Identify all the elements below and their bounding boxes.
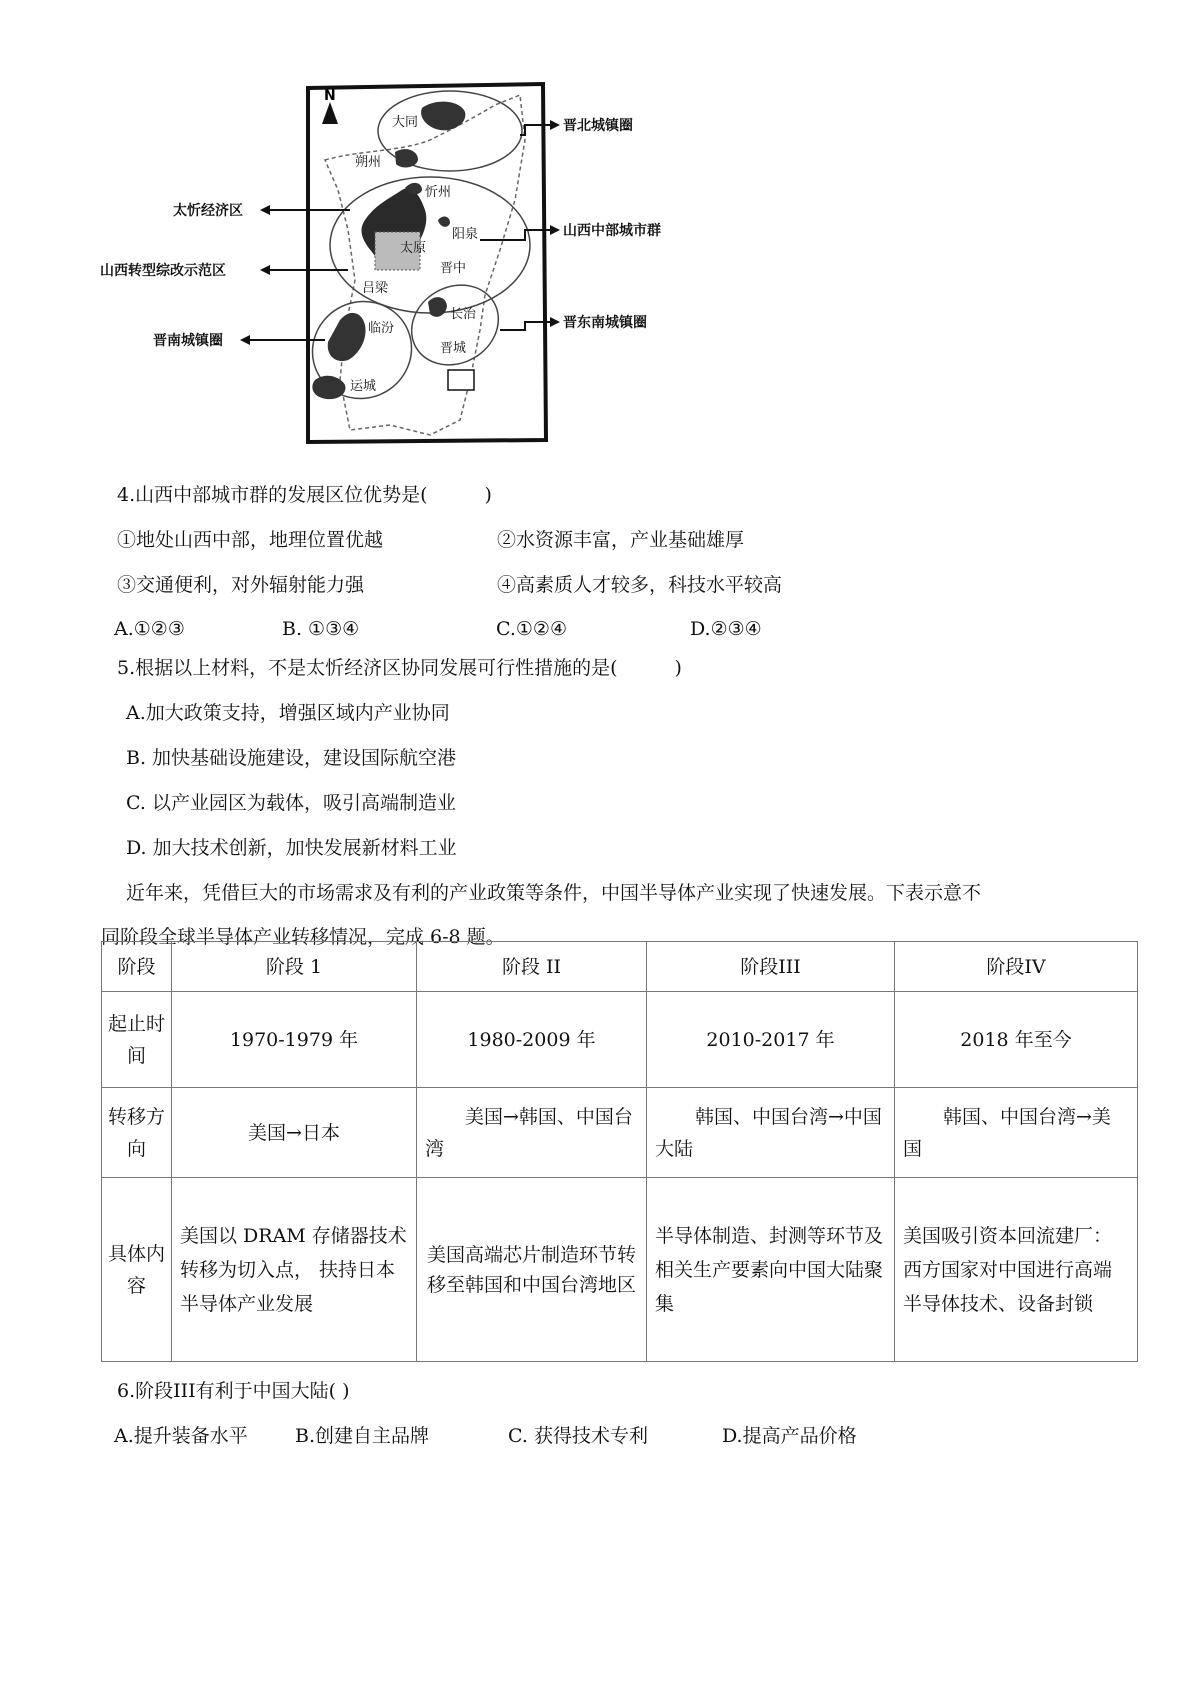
- city-lvliang: 吕梁: [362, 281, 389, 296]
- direction-stage-1: 美国→日本: [172, 1088, 417, 1178]
- q6-choice-b: B.创建自主品牌: [295, 1425, 430, 1447]
- shanxi-map-figure: [100, 80, 720, 450]
- legend-box: [448, 370, 474, 390]
- row-label-direction: 转移方向: [102, 1088, 172, 1178]
- direction-stage-2: 美国→韩国、中国台湾: [417, 1088, 647, 1178]
- table-row: [102, 992, 1138, 1088]
- table-header-row: [102, 942, 1138, 992]
- city-jinzhong: 晋中: [440, 261, 467, 276]
- direction-stage-4: 韩国、中国台湾→美国: [895, 1088, 1138, 1178]
- q5-choice-b: B. 加快基础设施建设，建设国际航空港: [126, 747, 457, 769]
- q6-choice-d: D.提高产品价格: [722, 1425, 857, 1447]
- q4-choice-c: C.①②④: [496, 618, 567, 640]
- city-shuozhou: 朔州: [355, 155, 382, 170]
- city-taiyuan: 太原: [400, 241, 427, 256]
- label-taixin: 太忻经济区: [173, 203, 243, 219]
- time-stage-3: 2010-2017 年: [647, 992, 895, 1088]
- table-row: [102, 1178, 1138, 1362]
- q5-choice-a: A.加大政策支持，增强区域内产业协同: [126, 702, 450, 724]
- city-linfen: 临汾: [368, 321, 395, 336]
- city-jincheng: 晋城: [440, 341, 467, 356]
- row-label-time: 起止时间: [102, 992, 172, 1088]
- label-reform-zone: 山西转型综改示范区: [100, 263, 226, 279]
- city-datong: 大同: [392, 115, 419, 130]
- content-stage-3: 半导体制造、封测等环节及相关生产要素向中国大陆聚集: [647, 1178, 895, 1362]
- q5-choice-d: D. 加大技术创新，加快发展新材料工业: [126, 837, 457, 859]
- passage-line-2: 同阶段全球半导体产业转移情况，完成 6-8 题。: [101, 926, 505, 948]
- header-stage-2: 阶段 II: [417, 942, 647, 992]
- q6-choice-c: C. 获得技术专利: [508, 1425, 648, 1447]
- q4-choice-b: B. ①③④: [282, 618, 360, 640]
- time-stage-1: 1970-1979 年: [172, 992, 417, 1088]
- content-stage-2: 美国高端芯片制造环节转移至韩国和中国台湾地区: [417, 1178, 647, 1362]
- label-jinbei: 晋北城镇圈: [563, 118, 633, 134]
- city-changzhi: 长治: [450, 307, 477, 322]
- passage-line-1: 近年来，凭借巨大的市场需求及有利的产业政策等条件，中国半导体产业实现了快速发展。下表示意不: [126, 882, 982, 904]
- q4-choice-d: D.②③④: [690, 618, 762, 640]
- header-stage-4: 阶段IV: [895, 942, 1138, 992]
- semiconductor-transfer-table: [101, 941, 1138, 1362]
- q4-option-2: ②水资源丰富，产业基础雄厚: [497, 529, 745, 551]
- content-stage-1: 美国以 DRAM 存储器技术转移为切入点， 扶持日本半导体产业发展: [172, 1178, 417, 1362]
- city-yangquan: 阳泉: [452, 227, 479, 242]
- header-stage: 阶段: [102, 942, 172, 992]
- q4-choice-a: A.①②③: [114, 618, 185, 640]
- q4-option-3: ③交通便利，对外辐射能力强: [117, 574, 365, 596]
- city-yuncheng: 运城: [350, 379, 377, 394]
- city-xinzhou: 忻州: [425, 185, 452, 200]
- label-jinnan: 晋南城镇圈: [153, 333, 223, 349]
- q6-choice-a: A.提升装备水平: [114, 1425, 248, 1447]
- direction-stage-3: 韩国、中国台湾→中国大陆: [647, 1088, 895, 1178]
- label-shanxi-central: 山西中部城市群: [563, 223, 661, 239]
- row-label-content: 具体内容: [102, 1178, 172, 1362]
- table-row: [102, 1088, 1138, 1178]
- north-label: N: [324, 88, 336, 104]
- header-stage-3: 阶段III: [647, 942, 895, 992]
- time-stage-4: 2018 年至今: [895, 992, 1138, 1088]
- q4-stem: 4.山西中部城市群的发展区位优势是( ): [117, 484, 492, 506]
- label-jindongnan: 晋东南城镇圈: [563, 315, 647, 331]
- time-stage-2: 1980-2009 年: [417, 992, 647, 1088]
- q4-option-1: ①地处山西中部，地理位置优越: [117, 529, 384, 551]
- q5-choice-c: C. 以产业园区为载体，吸引高端制造业: [126, 792, 456, 814]
- header-stage-1: 阶段 1: [172, 942, 417, 992]
- q4-option-4: ④高素质人才较多，科技水平较高: [497, 574, 783, 596]
- content-stage-4: 美国吸引资本回流建厂：西方国家对中国进行高端半导体技术、设备封锁: [895, 1178, 1138, 1362]
- q6-stem: 6.阶段III有利于中国大陆( ): [117, 1380, 350, 1402]
- q5-stem: 5.根据以上材料，不是太忻经济区协同发展可行性措施的是( ): [117, 657, 682, 679]
